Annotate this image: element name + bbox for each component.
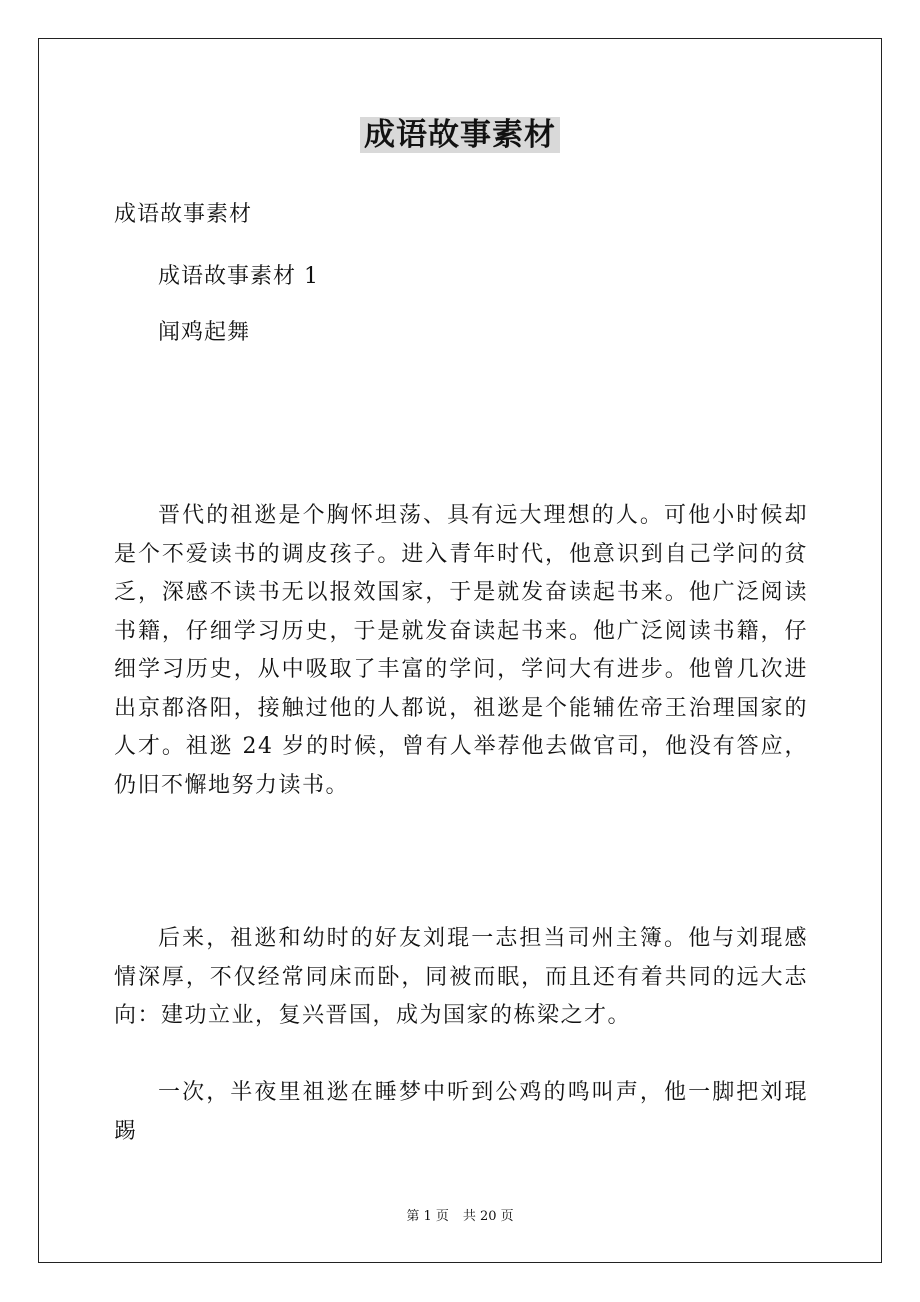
document-title — [0, 113, 920, 157]
paragraph-3: 一次，半夜里祖逖在睡梦中听到公鸡的鸣叫声，他一脚把刘琨踢 — [114, 1080, 808, 1144]
page-number: 第 1 页 — [406, 1209, 449, 1224]
story-title: 闻鸡起舞 — [158, 320, 251, 345]
paragraph-2: 后来，祖逖和幼时的好友刘琨一志担当司州主簿。他与刘琨感情深厚，不仅经常同床而卧，同被而眠，而且还有着共同的远大志向：建功立业，复兴晋国，成为国家的栋梁之才。 — [114, 926, 808, 1028]
document-title-text: 成语故事素材 — [360, 117, 560, 153]
page-footer — [0, 1208, 920, 1226]
subheading: 成语故事素材 1 — [158, 264, 319, 289]
page-total: 共 20 页 — [462, 1209, 514, 1224]
paragraph-1: 晋代的祖逖是个胸怀坦荡、具有远大理想的人。可他小时候却是个不爱读书的调皮孩子。进入青年时代，他意识到自己学问的贫乏，深感不读书无以报效国家，于是就发奋读起书来。他广泛阅读书籍，仔细学习历史，于是就发奋读起书来。他广泛阅读书籍，仔细学习历史，从中吸取了丰富的学问，学问大有进步。他曾几次进出京都洛阳，接触过他的人都说，祖逖是个能辅佐帝王治理国家的人才。祖逖 24 岁的时候，曾有人举荐他去做官司，他没有答应，仍旧不懈地努力读书。 — [114, 503, 808, 798]
heading: 成语故事素材 — [114, 202, 253, 227]
